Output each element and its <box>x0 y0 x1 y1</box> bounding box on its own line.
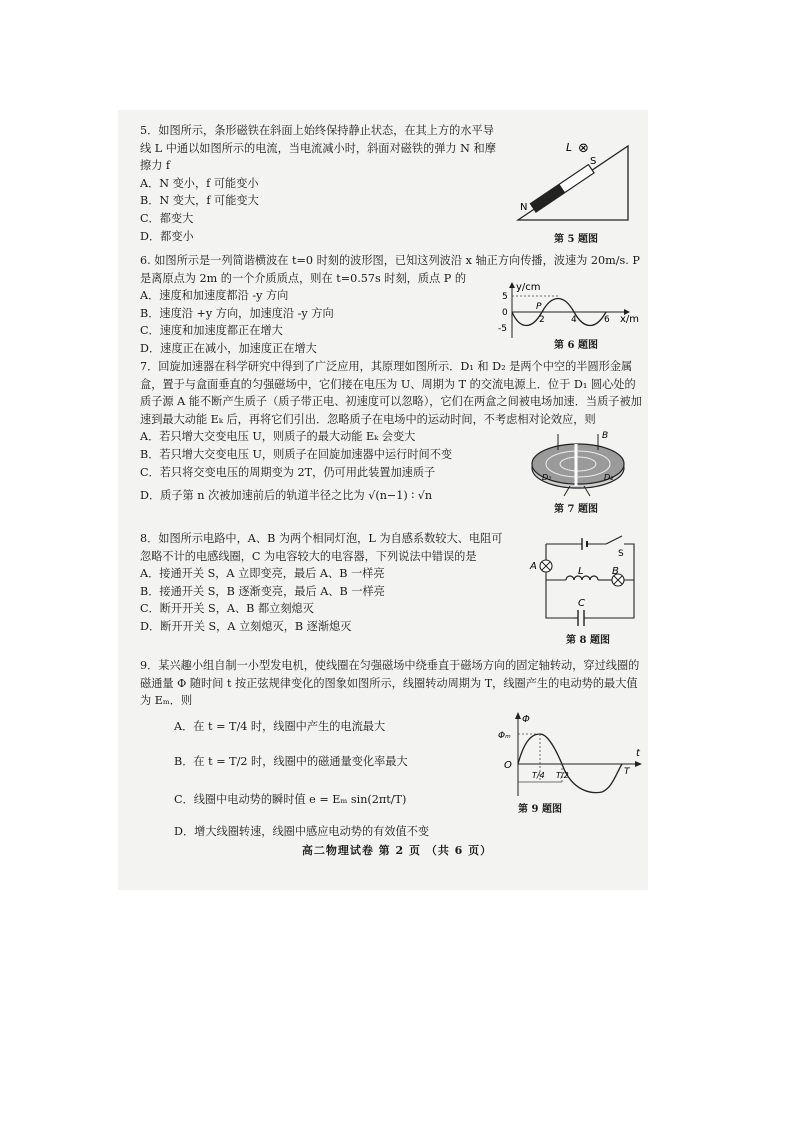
x-tick-4: 4 <box>571 315 577 325</box>
question-5-option-b: B．N 变大，f 可能变大 <box>140 194 259 208</box>
question-7-option-b: B．若只增大交变电压 U，则质子在回旋加速器中运行时间不变 <box>140 447 453 461</box>
question-6-option-b: B．速度沿 +y 方向，加速度沿 -y 方向 <box>140 306 334 320</box>
y-tick-minus-5: -5 <box>498 324 507 334</box>
question-7-stem: 7．回旋加速器在科学研究中得到了广泛应用，其原理如图所示．D₁ 和 D₂ 是两个中空的半圆形金属盒，置于与盒面垂直的匀强磁场中，它们接在电压为 U、周期为 T 的交流电源上．位于 D₁ 圆心处的质子源 A 能不断产生质子（质子带正电、初速度可以忽略），它们在两盒之间被电场加速．当质子被加速到最大动能 Eₖ 后，再将它们引出．忽略质子在电场中的运动时间，不考虑相对论效应，则 <box>140 360 642 426</box>
wire-left <box>546 544 574 618</box>
t-axis-arrow <box>635 761 642 767</box>
t-quarter-label: T/4 <box>532 771 545 780</box>
lamp-a-label: A <box>530 561 537 572</box>
flux-curve <box>518 734 622 793</box>
x-axis-label: x/m <box>620 314 640 325</box>
t-axis-label: t <box>636 748 640 759</box>
wire-right-bottom <box>586 580 634 618</box>
field-label: B <box>602 431 609 441</box>
question-8-option-a: A．接通开关 S，A 立即变亮，最后 A、B 一样亮 <box>140 567 385 581</box>
inductor-label: L <box>578 566 584 577</box>
page-footer: 高二物理试卷 第 2 页 （共 6 页） <box>301 844 493 857</box>
question-8-caption: 第 8 题图 <box>566 635 610 646</box>
question-5-caption: 第 5 题图 <box>554 234 598 245</box>
wire-top-right <box>624 544 634 580</box>
switch-blade <box>606 536 622 544</box>
question-5-option-c: C．都变大 <box>140 211 194 225</box>
current-into-page-icon: ⊗ <box>578 141 589 156</box>
x-tick-6: 6 <box>604 315 610 325</box>
question-6-caption: 第 6 题图 <box>554 340 598 351</box>
y-axis-label: y/cm <box>516 282 541 293</box>
question-6-option-d: D．速度正在减小，加速度正在增大 <box>140 341 317 355</box>
phi-max-label: Φₘ <box>498 731 511 741</box>
t-full-label: T <box>624 767 630 777</box>
switch-label: S <box>618 549 624 559</box>
wire-label: L <box>566 141 573 154</box>
question-7-option-c: C．若只将交变电压的周期变为 2T，仍可用此装置加速质子 <box>140 465 436 479</box>
question-6-option-a: A．速度和加速度都沿 -y 方向 <box>140 289 289 303</box>
magnet-n-half <box>530 184 565 212</box>
phi-axis-label: Φ <box>522 714 530 725</box>
origin-label: O <box>504 760 512 771</box>
question-9-caption: 第 9 题图 <box>518 804 562 815</box>
question-9-option-b: B．在 t = T/2 时，线圈中的磁通量变化率最大 <box>174 755 408 769</box>
question-8-circuit-figure <box>526 534 644 630</box>
s-pole-label: S <box>590 156 597 167</box>
question-8-option-d: D．断开开关 S，A 立刻熄灭，B 逐渐熄灭 <box>140 619 352 633</box>
y-axis-arrow <box>509 282 515 288</box>
d1-label: D₁ <box>542 473 552 482</box>
t-half-label: T/2 <box>556 771 569 780</box>
question-7-option-a: A．若只增大交变电压 U，则质子的最大动能 Eₖ 会变大 <box>140 430 416 444</box>
question-5-option-d: D．都变小 <box>140 229 194 243</box>
question-6-stem: 6. 如图所示是一列简谐横波在 t=0 时刻的波形图，已知这列波沿 x 轴正方向传播，波速为 20m/s. P 是离原点为 2m 的一个介质质点，则在 t=0.57s 时刻，质点 P 的 <box>140 254 640 285</box>
question-6-option-c: C．速度和加速度都正在增大 <box>140 324 283 338</box>
question-8-stem: 8．如图所示电路中，A、B 为两个相同灯泡，L 为自感系数较大、电阻可忽略不计的电感线圈，C 为电容较大的电容器，下列说法中错误的是 <box>140 532 503 563</box>
question-7-option-d: D．质子第 n 次被加速前后的轨道半径之比为 √(n−1) ∶ √n <box>140 489 433 503</box>
question-8-option-b: B．接通开关 S，B 逐渐变亮，最后 A、B 一样亮 <box>140 584 385 598</box>
y-tick-0: 0 <box>502 308 508 318</box>
question-9-option-a: A．在 t = T/4 时，线圈中产生的电流最大 <box>174 719 386 733</box>
point-p-label: P <box>536 302 542 312</box>
question-8-option-c: C．断开开关 S，A、B 都立刻熄灭 <box>140 602 314 616</box>
question-9-option-c: C．线圈中电动势的瞬时值 e = Eₘ sin(2πt/T) <box>174 792 407 806</box>
question-5-stem: 5．如图所示，条形磁铁在斜面上始终保持静止状态，在其上方的水平导线 L 中通以如图所示的电流，当电流减小时，斜面对磁铁的弹力 N 和摩擦力 f <box>140 124 496 173</box>
question-5-option-a: A．N 变小，f 可能变小 <box>140 176 259 190</box>
question-5-figure <box>508 134 634 230</box>
n-pole-label: N <box>520 202 528 213</box>
question-9-stem: 9．某兴趣小组自制一小型发电机，使线圈在匀强磁场中绕垂直于磁场方向的固定轴转动，穿过线圈的磁通量 Φ 随时间 t 按正弦规律变化的图象如图所示，线圈转动周期为 T，线圈产生的电动势的最大值为 Eₘ．则 <box>140 659 640 708</box>
lamp-b-label: B <box>612 566 619 577</box>
question-6-wave-figure <box>496 282 646 338</box>
question-9-option-d: D．增大线圈转速，线圈中感应电动势的有效值不变 <box>174 824 430 838</box>
y-tick-5: 5 <box>502 292 508 302</box>
capacitor-label: C <box>578 598 585 609</box>
x-tick-2: 2 <box>539 315 545 325</box>
phi-axis-arrow <box>515 712 521 719</box>
question-9-flux-figure <box>498 712 646 798</box>
question-7-cyclotron-figure <box>528 428 632 498</box>
d2-label: D₂ <box>604 473 614 482</box>
question-7-caption: 第 7 题图 <box>554 504 598 515</box>
